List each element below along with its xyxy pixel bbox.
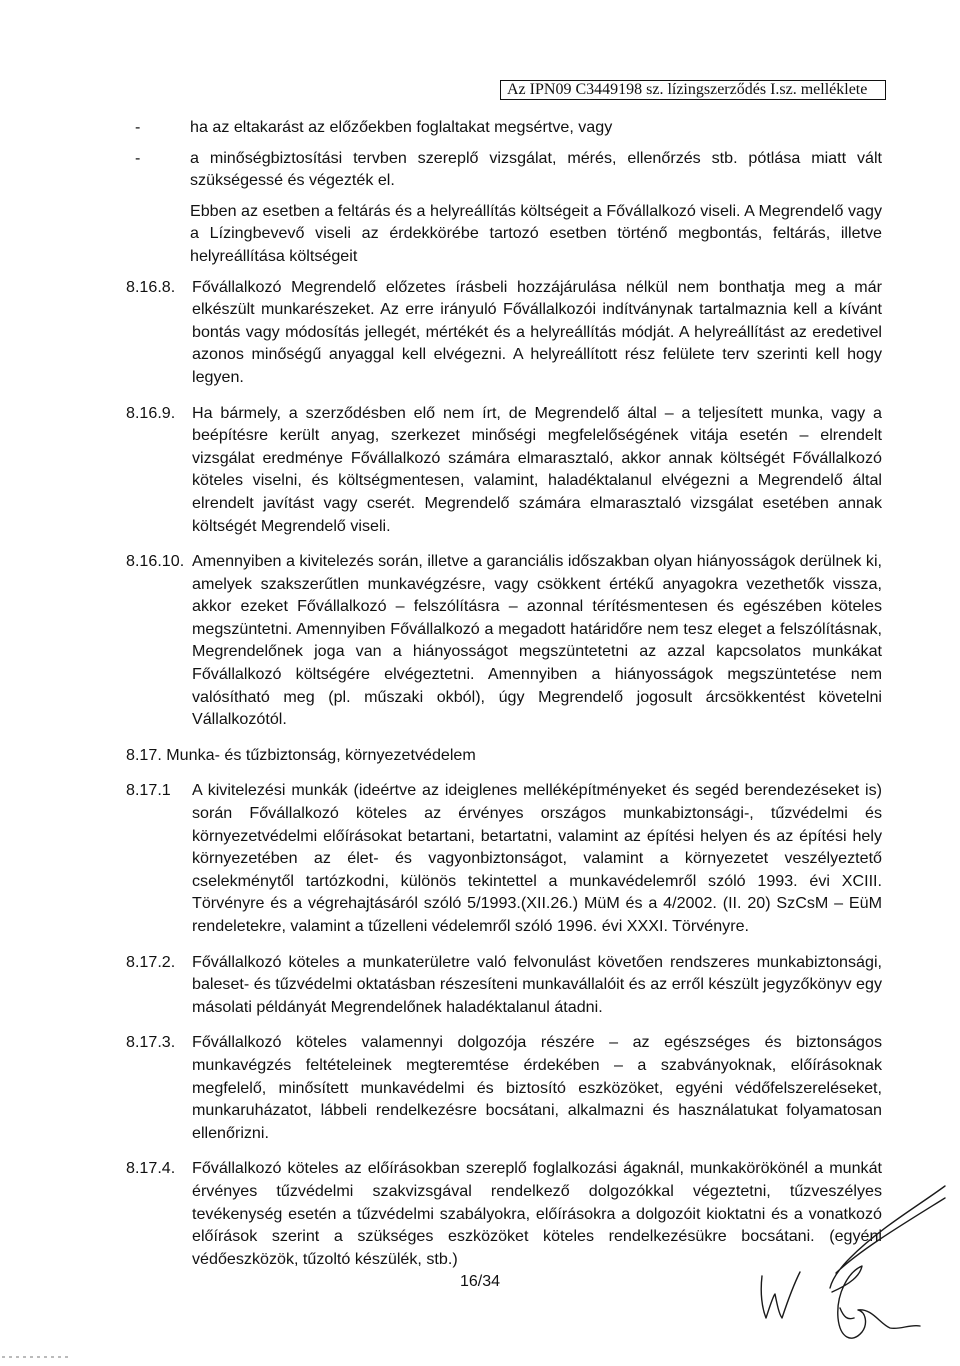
bullet-marker: - <box>135 118 141 136</box>
bullet-text: a minőségbiztosítási tervben szereplő vizsgálat, mérés, ellenőrzés stb. pótlása miatt vált szükségessé és végezték el. <box>190 148 882 190</box>
page-number: 16/34 <box>459 1273 501 1290</box>
document-body <box>120 116 882 1270</box>
handwritten-signatures <box>740 1168 960 1358</box>
clause-number: 8.16.9. <box>126 403 176 422</box>
clause-text: A kivitelezési munkák (ideértve az ideiglenes melléképítményeket és segéd berendezéseket is) során Fővállalkozó köteles az érvényes országos munkabiztonsági-, tűzvédelmi és környezetvédelmi előírásokat betartani, betartatni, valamint az építési helyen és az építési hely környezetében az élet- és vagyonbiztonságot, valamint a környezetet veszélyeztető cselekménytől tartózkodni, különös tekintettel a munkavédelemről szóló 1993. évi XCIII. Törvényre és a végrehajtásáról szóló 5/1993.(XII.26.) MüM és a 4/2002. (II. 20) SzCsM – EüM rendeletekre, valamint a tűzelleni védelemről szóló 1996. évi XXXI. Törvényre. <box>192 781 882 935</box>
clause-text: Fővállalkozó Megrendelő előzetes írásbeli hozzájárulása nélkül nem bonthatja meg a már elkészült munkarészeket. Az erre irányuló Fővállalkozói indítványnak tartalmaznia kell a kívánt bontás vagy módosítás jellegét, mértékét és a helyreállítás módját. A helyreállítást az eredetivel azonos minőségű anyaggal kell elvégezni. A helyreállított rész felülete terv szerinti kell hogy legyen. <box>192 277 882 386</box>
clause-text: Amennyiben a kivitelezés során, illetve a garanciális időszakban olyan hiányosságok derülnek ki, amelyek szakszerűtlen munkavégzésre, vagy csökkent értékű anyagokra vezethetők vissza, akkor ezeket Fővállalkozó – felszólításra – azonnal térítésmentesen és egészében köteles megszüntetni. Amennyiben Fővállalkozó a megadott határidőre nem tesz eleget a felszólításnak, Megrendelőnek joga van a hiányosságot megszüntetetni az azzal kapcsolatos munkákat Fővállalkozó költségére elvégeztetni. Amennyiben a hiányosságok megszüntetése nem valósítható meg (pl. műszaki okból), úgy Megrendelő jogosult árcsökkentést követelni Vállalkozótól. <box>192 552 882 729</box>
clause-number: 8.17.3. <box>126 1033 176 1052</box>
initials-signature-2 <box>830 1186 945 1338</box>
clause-8-17-1 <box>120 779 882 937</box>
clause-8-17-3 <box>120 1031 882 1144</box>
bullet-item <box>120 116 882 139</box>
bullet-text: ha az eltakarást az előzőekben foglaltakat megsértve, vagy <box>190 118 613 136</box>
initials-signature-1 <box>761 1272 800 1318</box>
bullet-marker: - <box>135 148 141 167</box>
clause-number: 8.17.1 <box>126 781 171 800</box>
clause-number: 8.17.4. <box>126 1159 176 1178</box>
scan-edge-mark <box>0 1354 70 1360</box>
clause-number: 8.16.8. <box>126 277 176 296</box>
attachment-reference: Az IPN09 C3449198 sz. lízingszerződés I.sz. melléklete <box>500 80 886 100</box>
clause-text: Fővállalkozó köteles a munkaterületre való felvonulást követően rendszeres munkabiztonsági, baleset- és tűzvédelmi oktatásban részesíteni munkavállalóit és az erről készült jegyzőkönyv egy másolati példányát Megrendelőnek haladéktalanul átadni. <box>192 952 882 1016</box>
clause-number: 8.17.2. <box>126 952 176 971</box>
clause-text: Ha bármely, a szerződésben elő nem írt, de Megrendelő által – a teljesített munka, vagy a beépítésre került anyag, szerkezet minőségi megfelelőségének vitája esetén – elrendelt vizsgálat eredménye Fővállalkozó számára elmarasztaló, akkor annak költségét Fővállalkozó köteles viselni, és költségmentesen, valamint, haladéktalanul elvégezni a Megrendelő által elrendelt javítást vagy cserét. Megrendelő számára elmarasztaló vizsgálat esetében annak költségét Megrendelő viseli. <box>192 403 882 535</box>
clause-text: Fővállalkozó köteles valamennyi dolgozója részére – az egészséges és biztonságos munkavégzés feltételeinek megteremtése érdekében – a szabványoknak, előírásoknak megfelelő, minősített munkavédelmi és biztosító eszközöket, egyéni védőfelszereléseket, munkaruházatot, lábbeli rendelkezésre bocsátani, alkalmazni és használatukat folyamatosan ellenőrizni. <box>192 1033 882 1142</box>
clause-8-16-10 <box>120 550 882 731</box>
clause-8-17-2 <box>120 951 882 1019</box>
section-heading: 8.17. Munka- és tűzbiztonság, környezetvédelem <box>126 745 476 764</box>
intro-paragraph: Ebben az esetben a feltárás és a helyreállítás költségeit a Fővállalkozó viseli. A Megrendelő vagy a Lízingbevevő viseli az érdekkörébe tartozó esetben történő megbontás, feltárás, illetve helyreállítása költségeit <box>190 201 882 265</box>
bullet-item <box>120 147 882 192</box>
clause-number: 8.16.10. <box>126 552 185 571</box>
clause-text: Fővállalkozó köteles az előírásokban szereplő foglalkozási ágaknál, munkakörökönél a munkát érvényes tűzvédelmi szakvizsgával rendelkező dolgozókkal végeztetni, tűzveszélyes tevékenység esetén a tűzvédelmi szabályokra, előírásokra a dolgozóit kioktatni és a vonatkozó előírások szerint a szükséges eszközöket köteles rendelkezésükre bocsátani. (egyéni védőeszközök, tűzoltó készülék, stb.) <box>192 1159 882 1268</box>
clause-8-16-8 <box>120 276 882 389</box>
clause-8-16-9 <box>120 402 882 538</box>
